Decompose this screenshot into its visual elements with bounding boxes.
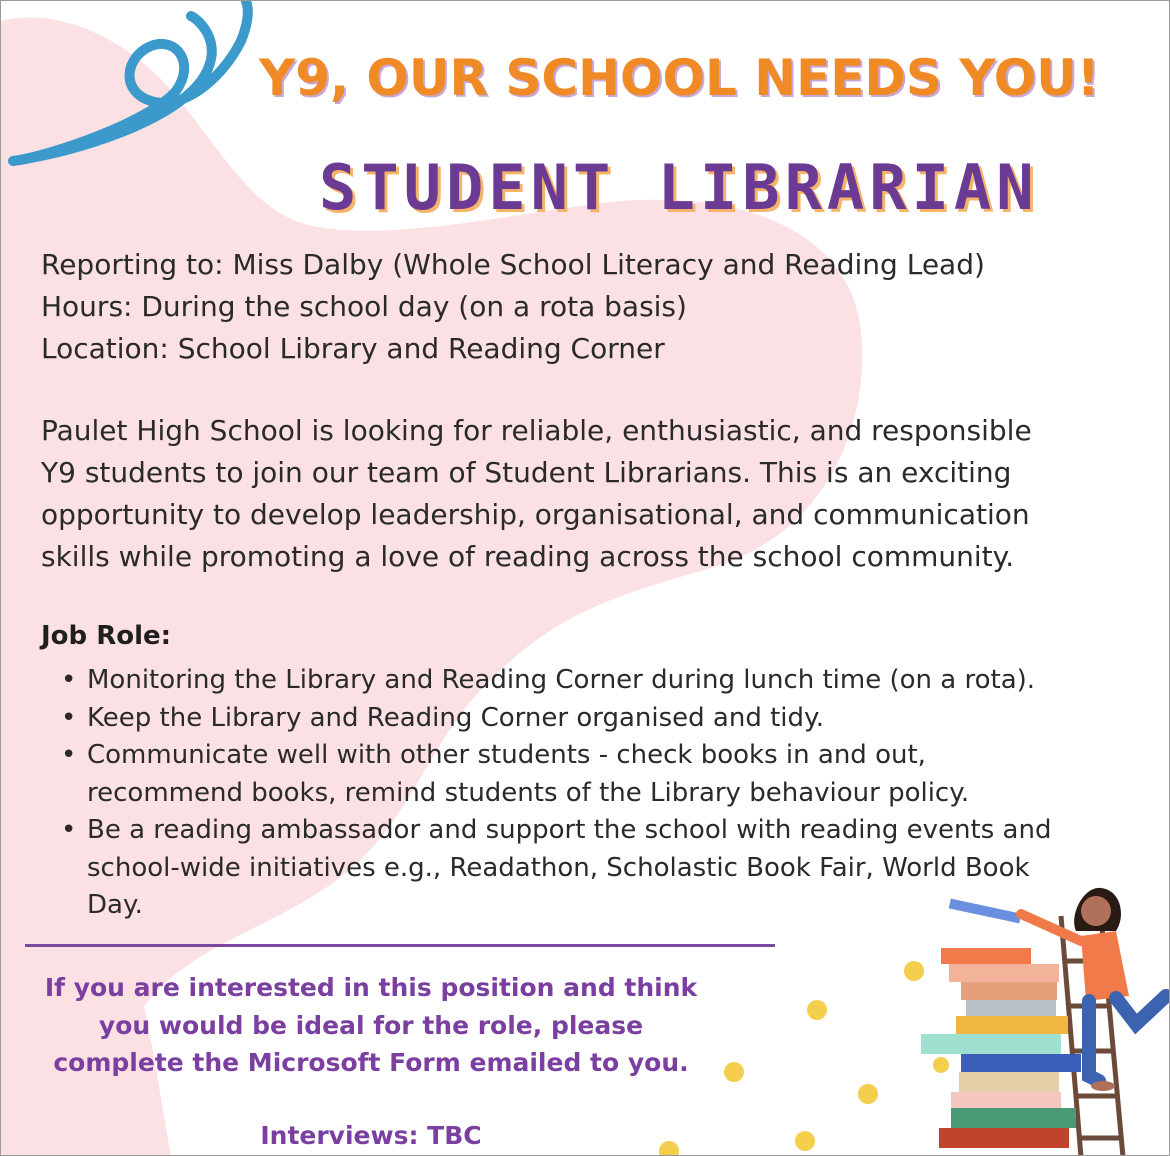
- intro-line: Paulet High School is looking for reliable, enthusiastic, and responsible: [41, 414, 1032, 447]
- cta-line: you would be ideal for the role, please: [98, 1010, 644, 1040]
- bullet-icon: •: [61, 702, 77, 733]
- duty-text: recommend books, remind students of the Library behaviour policy.: [87, 777, 970, 808]
- headline: Y9, OUR SCHOOL NEEDS YOU!: [259, 49, 1100, 107]
- duty-text: Communicate well with other students - check books in and out,: [87, 740, 926, 770]
- intro-line: Y9 students to join our team of Student Librarians. This is an exciting: [41, 456, 1012, 489]
- hours-line: Hours: During the school day (on a rota basis): [41, 290, 687, 323]
- duty-text: Keep the Library and Reading Corner organised and tidy.: [87, 702, 824, 733]
- cta-line: If you are interested in this position and think: [44, 973, 698, 1002]
- bullet-icon: •: [61, 815, 77, 845]
- interviews-note: Interviews: TBC: [260, 1121, 482, 1150]
- dot-icon: [795, 1131, 815, 1151]
- duty-text: Day.: [87, 890, 143, 920]
- duty-text: Monitoring the Library and Reading Corner during lunch time (on a rota).: [87, 665, 1036, 695]
- intro-line: opportunity to develop leadership, organisational, and communication: [41, 498, 1030, 531]
- dot-icon: [807, 1000, 827, 1020]
- bullet-icon: •: [61, 665, 77, 695]
- dot-icon: [858, 1084, 878, 1104]
- bullet-icon: •: [61, 740, 77, 770]
- reporting-to-line: Reporting to: Miss Dalby (Whole School Literacy and Reading Lead): [41, 248, 985, 281]
- duty-text: Be a reading ambassador and support the school with reading events and: [87, 815, 1052, 845]
- job-role-heading: Job Role:: [41, 621, 172, 651]
- location-line: Location: School Library and Reading Corner: [41, 332, 665, 365]
- duty-text: school-wide initiatives e.g., Readathon, Scholastic Book Fair, World Book: [87, 852, 1030, 883]
- dot-icon: [659, 1141, 679, 1156]
- girl-on-ladder-stacking-books-icon: [911, 876, 1170, 1156]
- dot-icon: [724, 1062, 744, 1082]
- intro-line: skills while promoting a love of reading across the school community.: [41, 540, 1015, 573]
- role-title: STUDENT LIBRARIAN: [319, 151, 1039, 224]
- cta-line: complete the Microsoft Form emailed to you.: [53, 1048, 689, 1077]
